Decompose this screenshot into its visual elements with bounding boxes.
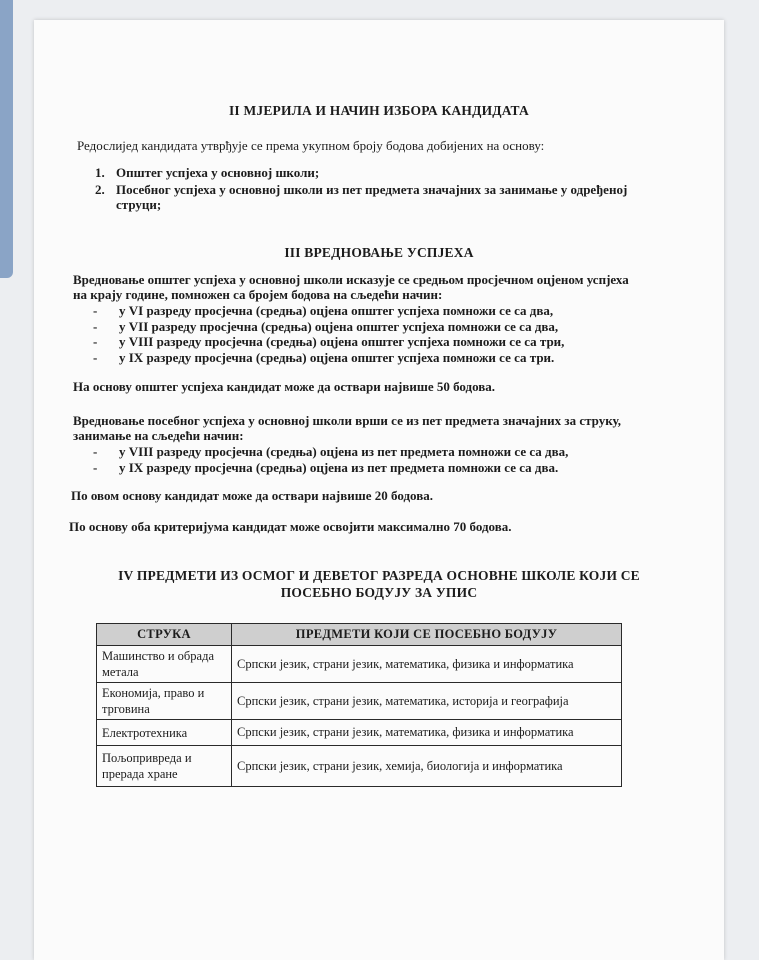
criteria-item-number: 2. <box>95 182 105 197</box>
section-2-title: II МЈЕРИЛА И НАЧИН ИЗБОРА КАНДИДАТА <box>228 103 530 118</box>
general-success-item-text: у VI разреду просјечна (средња) оцјена општег успјеха помножи се са два, <box>119 303 554 318</box>
special-success-line-1: Вредновање посебног успјеха у основној школи врши се из пет предмета значајних за струку, <box>73 413 621 428</box>
struka-cell: Електротехника <box>97 720 232 746</box>
special-success-item-text: у VIII разреду просјечна (средња) оцјена из пет предмета помножи се са два, <box>119 444 569 459</box>
general-success-line-1: Вредновање општег успјеха у основној школи исказује се средњом просјечном оцјеном успјеха <box>73 272 629 287</box>
section-3-title: III ВРЕДНОВАЊЕ УСПЈЕХА <box>284 245 474 260</box>
general-success-item: - у VII разреду просјечна (средња) оцјена општег успјеха помножи се са два, <box>93 318 559 334</box>
predmeti-cell: Српски језик, страни језик, математика, физика и информатика <box>232 646 622 683</box>
struka-line: трговина <box>102 702 150 716</box>
criteria-item-text: Посебног успјеха у основној школи из пет предмета значајних за занимање у одређеној <box>116 182 628 197</box>
total-max: По основу оба критеријума кандидат може освојити максимално 70 бодова. <box>69 519 512 534</box>
section-2-intro: Редослијед кандидата утврђује се према укупном броју бодова добијених на основу: <box>77 138 545 153</box>
table-row <box>97 683 622 720</box>
predmeti-cell: Српски језик, страни језик, математика, физика и информатика <box>232 720 622 746</box>
criteria-item-number: 1. <box>95 165 105 180</box>
struka-cell <box>97 683 232 720</box>
criteria-list <box>89 165 709 212</box>
criteria-item-text-cont: струци; <box>116 197 162 212</box>
special-success-list <box>73 444 703 475</box>
criteria-item <box>89 165 709 180</box>
general-success-item-text: у VIII разреду просјечна (средња) оцјена општег успјеха помножи се са три, <box>119 334 565 349</box>
section-4-title-line-1: IV ПРЕДМЕТИ ИЗ ОСМОГ И ДЕВЕТОГ РАЗРЕДА ОСНОВНЕ ШКОЛЕ КОЈИ СЕ <box>118 568 640 583</box>
subjects-table <box>96 623 622 787</box>
criteria-item-text: Општег успјеха у основној школи; <box>116 165 320 180</box>
table-header-row <box>97 624 622 646</box>
general-success-line-2: на крају године, помножен са бројем бодова на сљедећи начин: <box>73 287 443 302</box>
table-row <box>97 720 622 746</box>
special-success-line-2: занимање на сљедећи начин: <box>73 428 244 443</box>
document-page <box>34 20 724 960</box>
general-success-list <box>73 303 703 365</box>
general-success-item-text: у VII разреду просјечна (средња) оцјена општег успјеха помножи се са два, <box>119 318 559 334</box>
struka-line: Машинство и обрада <box>102 649 214 663</box>
criteria-item <box>89 182 709 212</box>
column-header-predmeti: ПРЕДМЕТИ КОЈИ СЕ ПОСЕБНО БОДУЈУ <box>232 624 622 646</box>
side-accent-bar <box>0 0 13 278</box>
document-content <box>34 20 724 960</box>
special-success-paragraph <box>73 413 713 443</box>
general-success-item: - у VI разреду просјечна (средња) оцјена општег успјеха помножи се са два, <box>93 303 554 318</box>
special-success-item-text: у IX разреду просјечна (средња) оцјена из пет предмета помножи се са два. <box>119 459 559 475</box>
struka-line: метала <box>102 665 139 679</box>
table-row <box>97 646 622 683</box>
struka-cell <box>97 646 232 683</box>
general-success-item-text: у IX разреду просјечна (средња) оцјена општег успјеха помножи се са три. <box>119 349 555 365</box>
general-success-item: - у VIII разреду просјечна (средња) оцјена општег успјеха помножи се са три, <box>93 334 565 349</box>
predmeti-cell: Српски језик, страни језик, хемија, биологија и информатика <box>232 746 622 787</box>
column-header-struka: СТРУКА <box>97 624 232 646</box>
table-row <box>97 746 622 787</box>
special-success-item: - у IX разреду просјечна (средња) оцјена из пет предмета помножи се са два. <box>93 459 559 475</box>
section-4-title-line-2: ПОСЕБНО БОДУЈУ ЗА УПИС <box>280 585 478 600</box>
predmeti-cell: Српски језик, страни језик, математика, историја и географија <box>232 683 622 720</box>
section-4-title <box>34 567 724 601</box>
struka-cell <box>97 746 232 787</box>
general-success-paragraph <box>73 272 713 302</box>
general-success-max: На основу општег успјеха кандидат може да оствари највише 50 бодова. <box>73 379 496 394</box>
special-success-max: По овом основу кандидат може да оствари највише 20 бодова. <box>71 488 433 503</box>
struka-line: прерада хране <box>102 767 178 781</box>
struka-line: Пољопривреда и <box>102 751 192 765</box>
struka-line: Економија, право и <box>102 686 205 700</box>
general-success-item: - у IX разреду просјечна (средња) оцјена општег успјеха помножи се са три. <box>93 349 555 365</box>
special-success-item: - у VIII разреду просјечна (средња) оцјена из пет предмета помножи се са два, <box>93 444 569 459</box>
